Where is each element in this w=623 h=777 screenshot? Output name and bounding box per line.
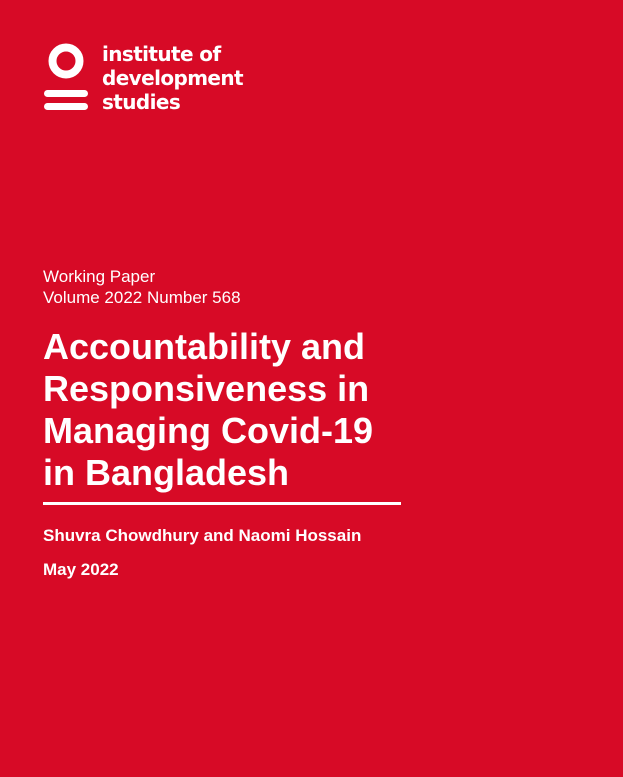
ids-logo-mark-icon	[43, 40, 91, 116]
publication-date: May 2022	[43, 560, 119, 579]
authors: Shuvra Chowdhury and Naomi Hossain	[43, 526, 362, 545]
logo-line-3: studies	[102, 90, 181, 114]
logo-line-1: institute of	[102, 42, 221, 66]
title-line-1: Accountability and	[43, 326, 366, 367]
title-line-2: Responsiveness in	[43, 368, 370, 409]
title-line-3: Managing Covid-19	[43, 410, 374, 451]
series-info	[43, 266, 241, 308]
series-type: Working Paper	[43, 267, 156, 286]
logo-line-2: development	[102, 66, 243, 90]
title-divider	[43, 502, 401, 505]
title-line-4: in Bangladesh	[43, 452, 290, 493]
publisher-logo-text	[102, 42, 243, 114]
series-volume-number: Volume 2022 Number 568	[43, 288, 241, 307]
paper-title	[43, 326, 483, 494]
publisher-logo	[43, 40, 273, 120]
